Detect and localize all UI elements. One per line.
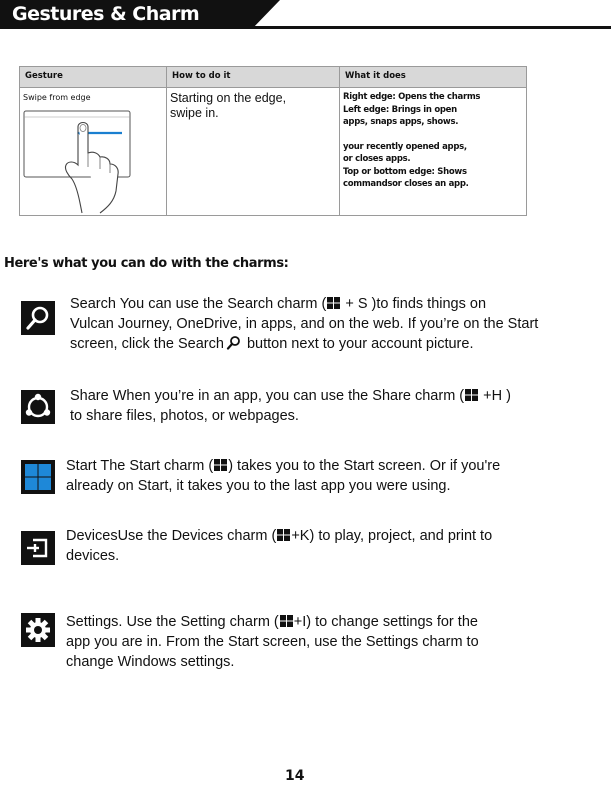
search-line-1a: Search You can use the Search charm ( xyxy=(70,296,327,312)
table-header-row xyxy=(20,67,527,88)
what-line-5: or closes apps. xyxy=(343,154,411,164)
devices-line-1b: +K) to play, project, and print to xyxy=(291,528,493,544)
cell-how xyxy=(167,88,340,216)
windows-logo-icon xyxy=(21,460,55,494)
search-icon xyxy=(226,335,241,350)
header-what: What it does xyxy=(340,67,527,88)
start-line-2: already on Start, it takes you to the last app you were using. xyxy=(66,478,451,494)
charm-start-text xyxy=(66,456,500,496)
start-line-1a: Start The Start charm ( xyxy=(66,458,214,474)
cell-what xyxy=(340,88,527,216)
charm-settings-text xyxy=(66,612,479,672)
what-line-6: Top or bottom edge: Shows xyxy=(343,166,467,177)
devices-line-2: devices. xyxy=(66,548,120,564)
how-line-2: swipe in. xyxy=(170,106,219,120)
header-banner xyxy=(0,0,611,32)
windows-key-icon xyxy=(465,389,478,401)
windows-key-icon xyxy=(214,459,227,471)
windows-key-icon xyxy=(277,529,290,541)
charm-share-text xyxy=(70,386,511,426)
what-line-2: Left edge: Brings in open xyxy=(343,104,457,115)
settings-line-1b: +I) to change settings for the xyxy=(293,614,478,630)
search-line-1b: + S )to finds things on xyxy=(341,296,487,312)
search-line-3b: button next to your account picture. xyxy=(246,336,474,352)
page-number: 14 xyxy=(285,768,305,784)
gesture-table xyxy=(19,66,527,216)
swipe-hand-icon xyxy=(22,107,132,215)
table-row xyxy=(20,88,527,216)
start-line-1b: ) takes you to the Start screen. Or if you're xyxy=(228,458,501,474)
settings-line-2: app you are in. From the Start screen, use the Settings charm to xyxy=(66,634,479,650)
cell-gesture xyxy=(20,88,167,216)
what-line-1: Right edge: Opens the charms xyxy=(343,92,481,102)
what-line-7: commandsor closes an app. xyxy=(343,179,469,189)
windows-key-icon xyxy=(327,297,340,309)
what-line-4: your recently opened apps, xyxy=(343,141,467,152)
page-title: Gestures & Charm xyxy=(12,3,200,25)
settings-line-3: change Windows settings. xyxy=(66,654,235,670)
header-how: How to do it xyxy=(167,67,340,88)
search-line-2: Vulcan Journey, OneDrive, in apps, and on the web. If you’re on the Start xyxy=(70,316,539,332)
devices-icon xyxy=(21,531,55,565)
what-line-3: apps, snaps apps, shows. xyxy=(343,117,459,127)
section-heading: Here's what you can do with the charms: xyxy=(4,256,289,271)
devices-line-1a: DevicesUse the Devices charm ( xyxy=(66,528,277,544)
gear-icon xyxy=(21,613,55,647)
magnifier-icon xyxy=(21,301,55,335)
settings-line-1a: Settings. Use the Setting charm ( xyxy=(66,614,279,630)
how-line-1: Starting on the edge, xyxy=(170,91,287,105)
charm-devices-text xyxy=(66,526,492,566)
share-line-1a: Share When you’re in an app, you can use the Share charm ( xyxy=(70,388,465,404)
header-rule xyxy=(252,26,611,29)
header-gesture: Gesture xyxy=(20,67,167,88)
windows-key-icon xyxy=(280,615,293,627)
share-icon xyxy=(21,390,55,424)
share-line-2: to share files, photos, or webpages. xyxy=(70,408,299,424)
share-line-1b: +H ) xyxy=(479,388,511,404)
charm-search-text xyxy=(70,294,538,354)
search-line-3a: screen, click the Search xyxy=(70,336,224,352)
gesture-name: Swipe from edge xyxy=(23,93,91,102)
